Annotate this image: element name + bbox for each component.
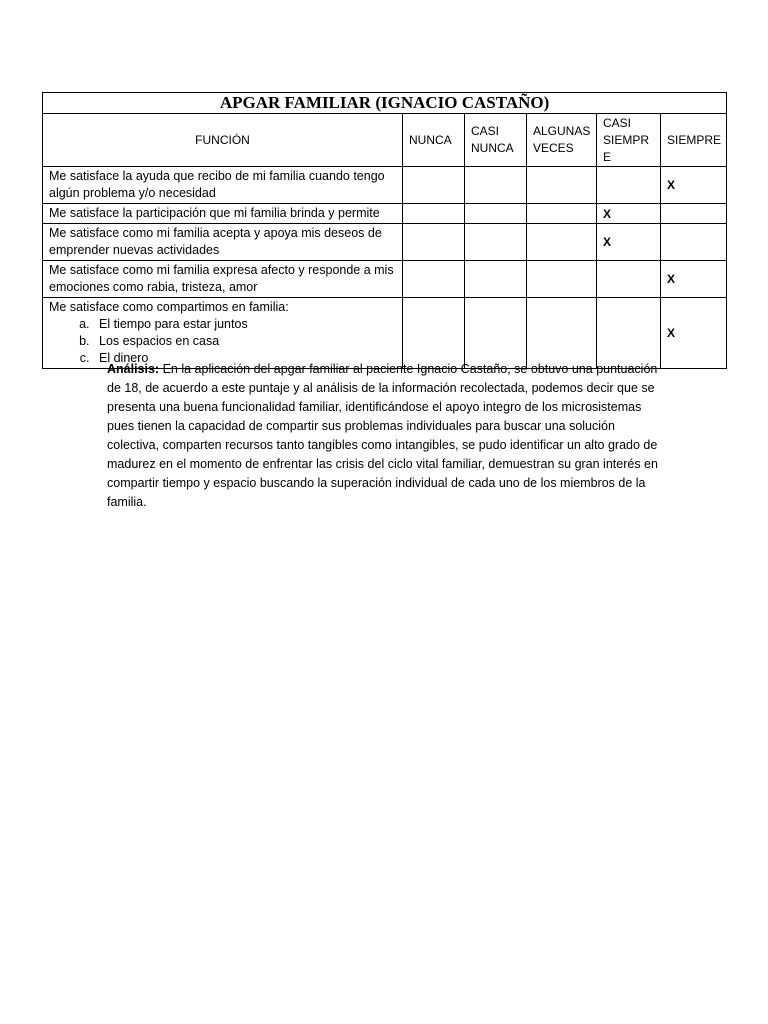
nunca-cell	[403, 298, 465, 369]
question-cell	[43, 298, 403, 369]
analysis-label: Análisis:	[107, 362, 160, 376]
casi-nunca-cell	[465, 298, 527, 369]
algunas-veces-cell	[527, 224, 597, 261]
algunas-veces-cell	[527, 261, 597, 298]
header-funcion: FUNCIÓN	[43, 114, 403, 167]
header-algunas-veces: ALGUNAS VECES	[527, 114, 597, 167]
casi-nunca-cell	[465, 261, 527, 298]
algunas-veces-cell	[527, 204, 597, 224]
header-casi-siempre: CASI SIEMPR E	[597, 114, 661, 167]
siempre-cell: X	[661, 298, 727, 369]
nunca-cell	[403, 224, 465, 261]
list-item: a. El tiempo para estar juntos	[93, 316, 398, 333]
table-row	[43, 224, 727, 261]
header-casi-nunca: CASI NUNCA	[465, 114, 527, 167]
table-row	[43, 204, 727, 224]
casi-siempre-cell: X	[597, 224, 661, 261]
question-cell: Me satisface como mi familia expresa afecto y responde a mis emociones como rabia, tristeza, amor	[43, 261, 403, 298]
header-row	[43, 114, 727, 167]
casi-siempre-cell	[597, 261, 661, 298]
question-cell: Me satisface la ayuda que recibo de mi familia cuando tengo algún problema y/o necesidad	[43, 167, 403, 204]
siempre-cell	[661, 224, 727, 261]
nunca-cell	[403, 167, 465, 204]
siempre-cell	[661, 204, 727, 224]
nunca-cell	[403, 261, 465, 298]
casi-nunca-cell	[465, 204, 527, 224]
casi-nunca-cell	[465, 224, 527, 261]
list-item: b. Los espacios en casa	[93, 333, 398, 350]
header-nunca: NUNCA	[403, 114, 465, 167]
analysis-text: En la aplicación del apgar familiar al paciente Ignacio Castaño, se obtuvo una puntuación de 18, de acuerdo a este puntaje y al análisis de la información recolectada, podemos decir que se presenta una buena funcionalidad familiar, identificándose el apoyo integro de los microsistemas pues tienen la capacidad de compartir sus problemas individuales para buscar una solución colectiva, comparten recursos tanto tangibles como intangibles, se pudo identificar un alto grado de madurez en el momento de enfrentar las crisis del ciclo vital familiar, demuestran su gran interés en compartir tiempo y espacio buscando la superación individual de cada uno de los miembros de la familia.	[107, 362, 658, 509]
table-title: APGAR FAMILIAR (IGNACIO CASTAÑO)	[43, 93, 727, 114]
question-cell: Me satisface como mi familia acepta y apoya mis deseos de emprender nuevas actividades	[43, 224, 403, 261]
nunca-cell	[403, 204, 465, 224]
algunas-veces-cell	[527, 167, 597, 204]
title-row	[43, 93, 727, 114]
apgar-table	[42, 92, 727, 369]
analysis-paragraph	[107, 360, 667, 512]
question-text: Me satisface como compartimos en familia:	[49, 300, 289, 314]
table-row	[43, 261, 727, 298]
algunas-veces-cell	[527, 298, 597, 369]
casi-siempre-cell	[597, 167, 661, 204]
list-item: c. El dinero	[93, 350, 398, 367]
question-cell: Me satisface la participación que mi familia brinda y permite	[43, 204, 403, 224]
casi-siempre-cell: X	[597, 204, 661, 224]
header-siempre: SIEMPRE	[661, 114, 727, 167]
siempre-cell: X	[661, 261, 727, 298]
siempre-cell: X	[661, 167, 727, 204]
table-row	[43, 298, 727, 369]
casi-siempre-cell	[597, 298, 661, 369]
casi-nunca-cell	[465, 167, 527, 204]
table-row	[43, 167, 727, 204]
